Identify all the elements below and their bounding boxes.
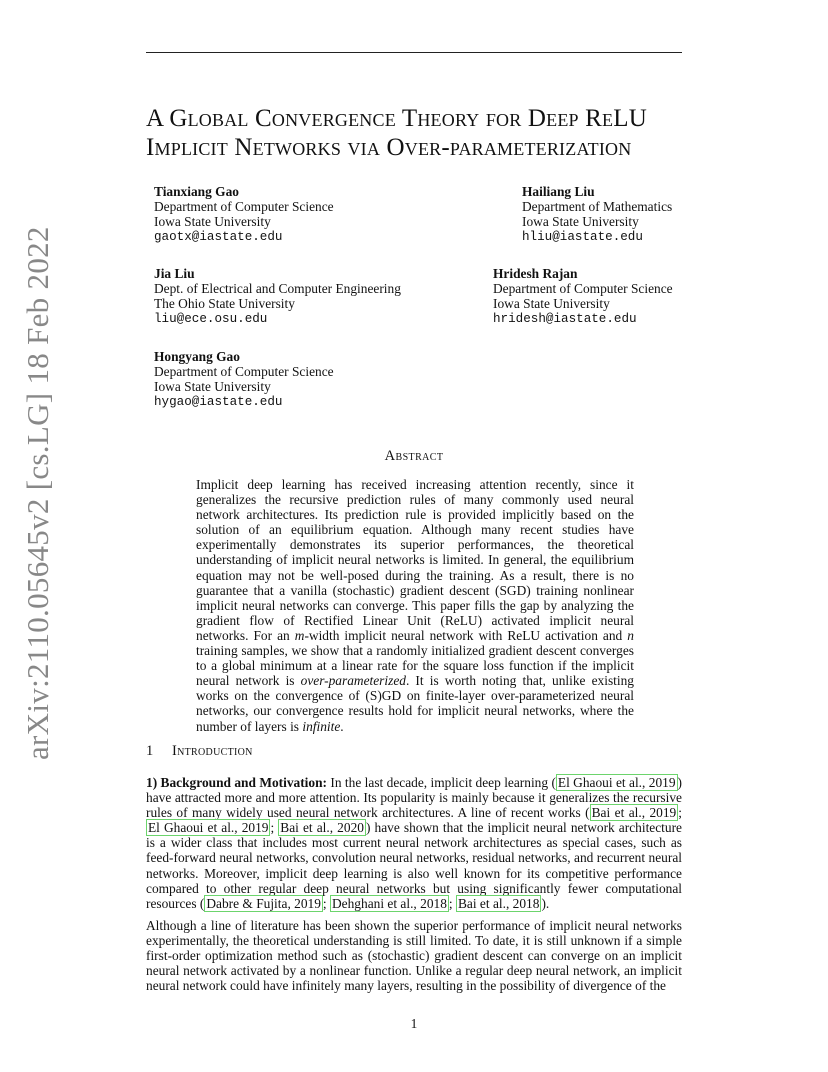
author-name: Hailiang Liu <box>522 184 595 199</box>
text-segment: ; <box>322 895 330 911</box>
abstract-heading: Abstract <box>384 448 444 464</box>
citation-link[interactable]: Bai et al., 2020 <box>280 820 364 836</box>
section-number: 1 <box>146 743 154 759</box>
text-segment: In the last decade, implicit deep learning ( <box>327 775 556 790</box>
abstract-segment: . <box>340 718 344 734</box>
citation-link[interactable]: El Ghaoui et al., 2019 <box>148 820 269 836</box>
text-segment: ) have attracted more and more attention. Its popularity is mainly because it generalizes the recursive rules of many widely used neural network architectures. A line of recent works ( <box>146 775 682 821</box>
emphasis: infinite <box>302 718 341 734</box>
text-segment: ; <box>270 820 279 836</box>
abstract-segment: -width implicit neural network with ReLU activation and <box>304 627 628 643</box>
title-line-2: Implicit Networks via Over-parameterization <box>146 134 632 161</box>
text-segment: ; <box>448 895 456 911</box>
math-variable: m <box>294 627 305 643</box>
arxiv-identifier[interactable]: arXiv:2110.05645v2 [cs.LG] 18 Feb 2022 <box>20 226 55 760</box>
paper-title <box>146 104 706 162</box>
author-affiliation: Iowa State University <box>522 214 639 230</box>
author-block <box>154 184 334 245</box>
abstract-segment: . It is worth noting that, unlike existing works on the convergence of (S)GD on finite-layer over-parameterized neural networks, our convergence results hold for implicit neural networks, where the number of layers is <box>196 673 635 734</box>
author-email[interactable]: hridesh@iastate.edu <box>493 311 637 326</box>
author-email[interactable]: hliu@iastate.edu <box>522 229 643 244</box>
author-affiliation: Iowa State University <box>154 214 271 230</box>
author-name: Tianxiang Gao <box>154 184 239 199</box>
author-name: Jia Liu <box>154 266 195 281</box>
author-email[interactable]: gaotx@iastate.edu <box>154 229 283 244</box>
citation-link[interactable]: Bai et al., 2019 <box>591 805 677 821</box>
abstract-segment: Implicit deep learning has received increasing attention recently, since it generalizes the recursive prediction rules of many commonly used neural network architectures. Its prediction rule is provided implicitly based on the solution of an equilibrium equation. Although many recent studies have experimentally demonstrates its superior performances, the theoretical understanding of implicit neural networks is limited. In general, the equilibrium equation may not be well-posed during the training. As a result, there is no guarantee that a vanilla (stochastic) gradient descent (SGD) training nonlinear implicit neural networks can converge. This paper fills the gap by analyzing the gradient flow of Rectified Linear Unit (ReLU) activated implicit neural networks. For an <box>196 477 634 643</box>
section-heading <box>146 743 253 760</box>
emphasis: over-parameterized <box>300 673 406 689</box>
citation-link[interactable]: Dehghani et al., 2018 <box>332 895 447 911</box>
body-paragraph <box>146 775 682 911</box>
citation-link[interactable]: El Ghaoui et al., 2019 <box>557 775 676 790</box>
body-paragraph: Although a line of literature has been shown the superior performance of implicit neural networks experimentally, the theoretical understanding is still limited. To date, it is still unknown if a simple first-order optimization method such as (stochastic) gradient descent can converge on an implicit neural network activated by a nonlinear function. Unlike a regular deep neural network, an implicit neural network could have infinitely many layers, resulting in the possibility of divergence of the <box>146 918 682 994</box>
author-email[interactable]: hygao@iastate.edu <box>154 394 283 409</box>
author-department: Department of Computer Science <box>154 199 334 215</box>
top-rule <box>146 52 682 53</box>
abstract-text <box>196 477 634 734</box>
author-department: Department of Computer Science <box>493 281 673 297</box>
author-block <box>154 266 401 327</box>
page-number: 1 <box>410 1016 418 1031</box>
author-name: Hongyang Gao <box>154 349 240 364</box>
author-name: Hridesh Rajan <box>493 266 578 281</box>
section-title: Introduction <box>172 743 253 759</box>
paragraph-lead: 1) Background and Motivation: <box>146 775 328 790</box>
text-segment: ). <box>541 895 550 911</box>
author-block <box>493 266 673 327</box>
author-affiliation: Iowa State University <box>154 379 271 395</box>
author-block <box>154 349 334 410</box>
text-segment: ; <box>678 805 682 821</box>
author-department: Department of Mathematics <box>522 199 673 215</box>
abstract-segment: training samples, we show that a randomly initialized gradient descent converges to a global minimum at a linear rate for the square loss function if the implicit neural network is <box>196 643 634 689</box>
math-variable: n <box>627 627 634 643</box>
citation-link[interactable]: Bai et al., 2018 <box>457 895 540 911</box>
text-segment: ) have shown that the implicit neural network architecture is a wider class that includes most current neural network architectures as special cases, such as feed-forward neural networks, convolution neural networks, residual networks, and recurrent neural networks. Moreover, implicit deep learning is also well known for its competitive performance compared to other regular deep neural networks but using significantly fewer computational resources ( <box>146 820 682 911</box>
author-affiliation: Iowa State University <box>493 296 610 312</box>
citation-link[interactable]: Dabre & Fujita, 2019 <box>206 895 321 911</box>
title-line-1: A Global Convergence Theory for Deep ReLU <box>146 105 647 132</box>
author-email[interactable]: liu@ece.osu.edu <box>154 311 268 326</box>
author-block <box>522 184 672 245</box>
author-department: Department of Computer Science <box>154 364 334 380</box>
author-department: Dept. of Electrical and Computer Engineering <box>154 281 401 297</box>
author-affiliation: The Ohio State University <box>154 296 295 312</box>
